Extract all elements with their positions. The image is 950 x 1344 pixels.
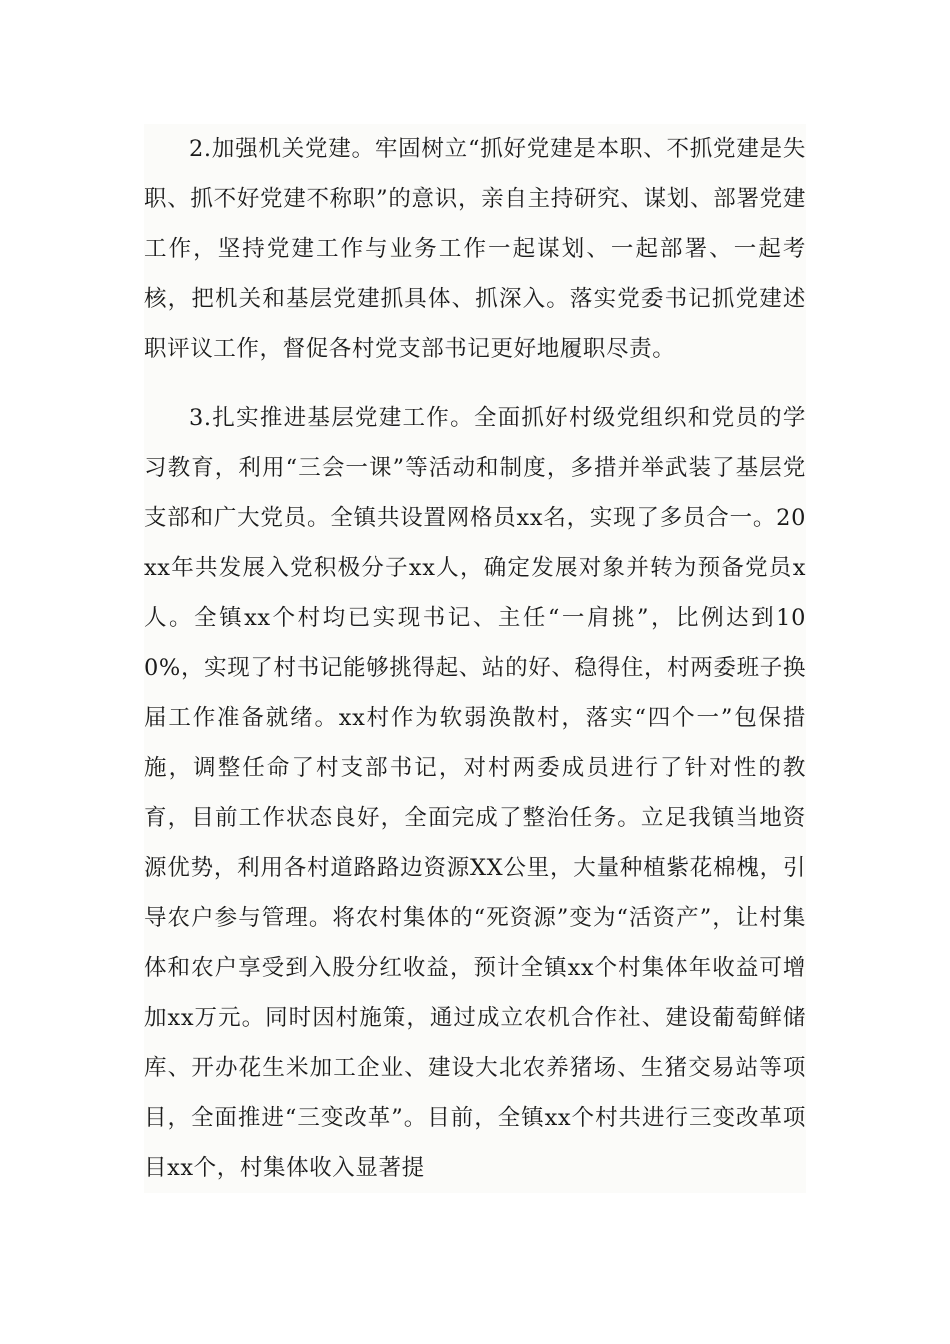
paragraph-party-building-organs: 2.加强机关党建。牢固树立“抓好党建是本职、不抓党建是失职、抓不好党建不称职”的意识，亲自主持研究、谋划、部署党建工作，坚持党建工作与业务工作一起谋划、一起部署、一起考核，把机关和基层党建抓具体、抓深入。落实党委书记抓党建述职评议工作，督促各村党支部书记更好地履职尽责。 — [144, 136, 806, 362]
document-body — [144, 124, 806, 1193]
paragraph-grassroots-party-building: 3.扎实推进基层党建工作。全面抓好村级党组织和党员的学习教育，利用“三会一课”等活动和制度，多措并举武装了基层党支部和广大党员。全镇共设置网格员xx名，实现了多员合一。20xx年共发展入党积极分子xx人，确定发展对象并转为预备党员x人。全镇xx个村均已实现书记、主任“一肩挑”，比例达到100%，实现了村书记能够挑得起、站的好、稳得住，村两委班子换届工作准备就绪。xx村作为软弱涣散村，落实“四个一”包保措施，调整任命了村支部书记，对村两委成员进行了针对性的教育，目前工作状态良好，全面完成了整治任务。立足我镇当地资源优势，利用各村道路路边资源XX公里，大量种植紫花棉槐，引导农户参与管理。将农村集体的“死资源”变为“活资产”，让村集体和农户享受到入股分红收益，预计全镇xx个村集体年收益可增加xx万元。同时因村施策，通过成立农机合作社、建设葡萄鲜储库、开办花生米加工企业、建设大北农养猪场、生猪交易站等项目，全面推进“三变改革”。目前，全镇xx个村共进行三变改革项目xx个，村集体收入显著提 — [144, 405, 806, 1181]
